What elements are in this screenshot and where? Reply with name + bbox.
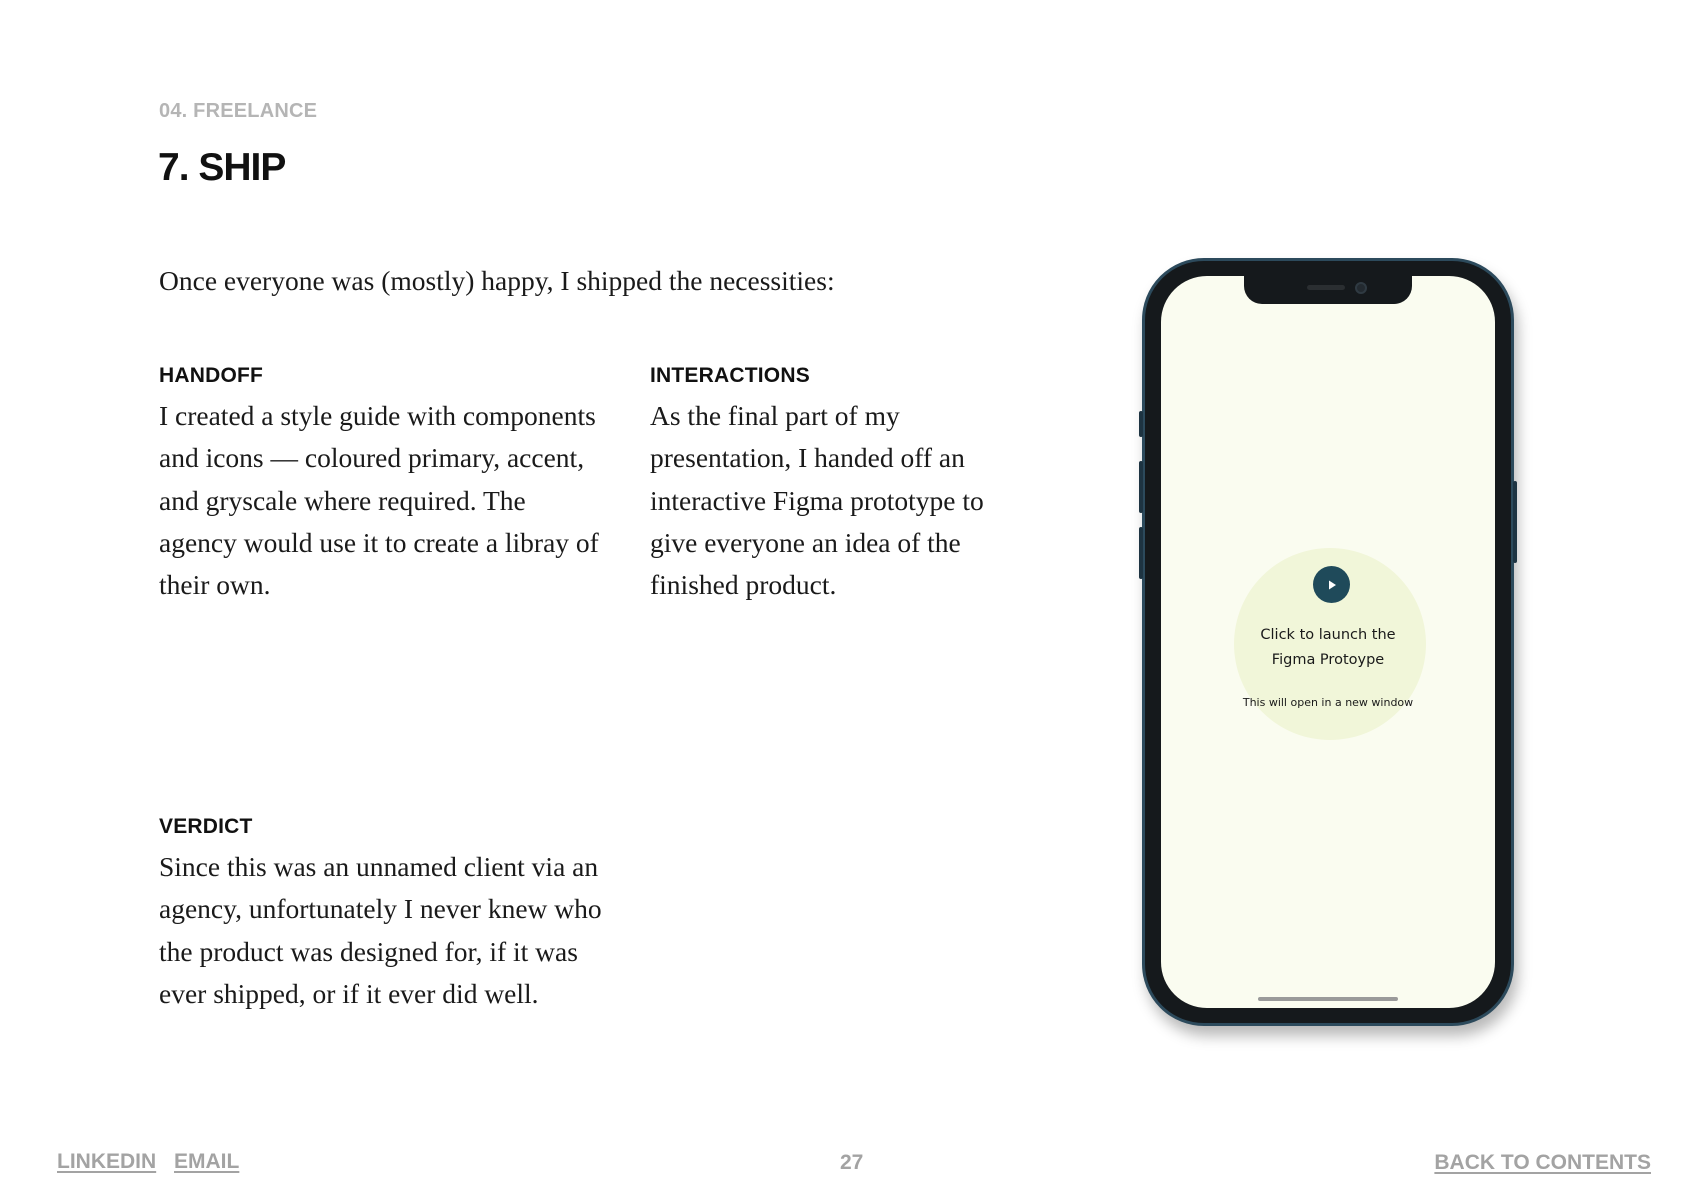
home-indicator <box>1258 997 1398 1001</box>
phone-mockup[interactable] <box>1142 258 1514 1026</box>
back-to-contents-link[interactable]: BACK TO CONTENTS <box>1434 1151 1651 1174</box>
phone-side-button <box>1139 411 1143 437</box>
interactions-text: As the final part of my presentation, I handed off an interactive Figma prototype to give everyone an idea of the finished product. <box>650 400 984 601</box>
phone-screen[interactable] <box>1161 276 1495 1008</box>
verdict-text: Since this was an unnamed client via an agency, unfortunately I never knew who the product was designed for, if it was ever shipped, or if it ever did well. <box>159 851 602 1009</box>
camera-icon <box>1355 282 1367 294</box>
play-icon <box>1325 578 1339 592</box>
interactions-section <box>650 364 1030 606</box>
speaker-icon <box>1307 285 1345 290</box>
intro-text: Once everyone was (mostly) happy, I shipped the necessities: <box>159 265 835 296</box>
verdict-section <box>159 815 629 1015</box>
interactions-heading: INTERACTIONS <box>650 364 810 387</box>
launch-prototype-label: Click to launch the Figma Protoype <box>1260 627 1396 668</box>
launch-prototype-text[interactable] <box>1161 623 1495 673</box>
handoff-section <box>159 364 599 606</box>
phone-power-button <box>1513 481 1517 563</box>
handoff-heading: HANDOFF <box>159 364 264 387</box>
launch-prototype-note: This will open in a new window <box>1242 696 1414 709</box>
phone-volume-down-button <box>1139 527 1143 579</box>
section-label: 04. FREELANCE <box>159 100 318 122</box>
phone-volume-up-button <box>1139 461 1143 513</box>
verdict-heading: VERDICT <box>159 815 253 838</box>
page-number: 27 <box>840 1151 864 1174</box>
email-link[interactable]: EMAIL <box>174 1150 240 1173</box>
page-title: 7. SHIP <box>158 146 286 189</box>
play-button[interactable] <box>1313 566 1350 603</box>
handoff-text: I created a style guide with components and icons — coloured primary, accent, and gryscale where required. The agency would use it to create a libray of their own. <box>159 400 599 601</box>
phone-notch <box>1244 276 1412 304</box>
linkedin-link[interactable]: LINKEDIN <box>57 1150 157 1173</box>
